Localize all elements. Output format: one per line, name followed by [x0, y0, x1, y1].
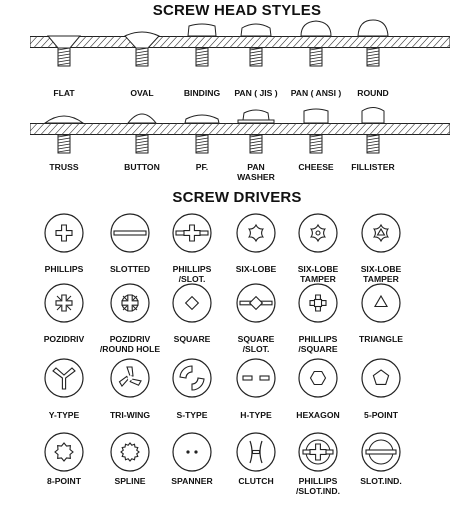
square-icon	[170, 281, 214, 325]
driver-label: POZIDRIV	[43, 334, 85, 344]
phillips-slot-ind-icon	[296, 430, 340, 474]
driver-label: Y-TYPE	[48, 410, 80, 420]
square-slot-icon	[234, 281, 278, 325]
oval-head-icon	[120, 16, 164, 68]
round-head-icon	[351, 16, 395, 68]
driver-label: 5-POINT	[364, 410, 398, 420]
y-type-icon	[42, 356, 86, 400]
head-style-label: PF.	[195, 162, 209, 172]
triangle-icon	[359, 281, 403, 325]
button-head-icon	[120, 103, 164, 155]
driver-label: PHILLIPS /SQUARE	[298, 334, 338, 354]
six-lobe-icon	[234, 211, 278, 255]
head-style-label: OVAL	[130, 88, 154, 98]
driver-label: S-TYPE	[176, 410, 208, 420]
driver-label: PHILLIPS /SLOT.IND.	[296, 476, 340, 496]
driver-label: H-TYPE	[240, 410, 272, 420]
pozidriv-round-hole-icon	[108, 281, 152, 325]
cheese-head-icon	[294, 103, 338, 155]
spline-icon	[108, 430, 152, 474]
driver-label: SIX-LOBE	[235, 264, 277, 274]
pozidriv-icon	[42, 281, 86, 325]
phillips-icon	[42, 211, 86, 255]
driver-label: POZIDRIV /ROUND HOLE	[99, 334, 161, 354]
screw-head-styles-title: SCREW HEAD STYLES	[152, 2, 322, 19]
eight-point-icon	[42, 430, 86, 474]
pan-jis-head-icon	[234, 16, 278, 68]
driver-label: TRI-WING	[109, 410, 151, 420]
triangle-lobe-icon	[359, 211, 403, 255]
spanner-icon	[170, 430, 214, 474]
phillips-square-icon	[296, 281, 340, 325]
clutch-icon	[234, 430, 278, 474]
phillips-slot-icon	[170, 211, 214, 255]
driver-label: PHILLIPS	[44, 264, 84, 274]
driver-label: CLUTCH	[238, 476, 274, 486]
driver-label: HEXAGON	[296, 410, 340, 420]
head-style-label: FILLISTER	[351, 162, 395, 172]
driver-label: SQUARE /SLOT.	[237, 334, 275, 354]
binding-head-icon	[180, 16, 224, 68]
pan-ansi-head-icon	[294, 16, 338, 68]
driver-label: SQUARE	[173, 334, 211, 344]
pan-washer-head-icon	[234, 103, 278, 155]
six-lobe-tamper-icon	[296, 211, 340, 255]
head-style-label: PAN WASHER	[237, 162, 275, 182]
head-style-label: BINDING	[183, 88, 221, 98]
head-style-label: PAN ( ANSI )	[290, 88, 342, 98]
s-type-icon	[170, 356, 214, 400]
h-type-icon	[234, 356, 278, 400]
screw-drivers-title: SCREW DRIVERS	[172, 189, 302, 206]
pf-head-icon	[180, 103, 224, 155]
head-style-label: TRUSS	[49, 162, 79, 172]
driver-label: SIX-LOBE TAMPER	[360, 264, 402, 284]
head-style-label: BUTTON	[124, 162, 160, 172]
truss-head-icon	[42, 103, 86, 155]
slot-ind-icon	[359, 430, 403, 474]
driver-label: SLOTTED	[109, 264, 151, 274]
flat-head-icon	[42, 16, 86, 68]
hexagon-icon	[296, 356, 340, 400]
head-style-label: PAN ( JIS )	[234, 88, 278, 98]
driver-label: PHILLIPS /SLOT.	[172, 264, 212, 284]
head-style-label: ROUND	[357, 88, 389, 98]
head-style-label: FLAT	[53, 88, 75, 98]
driver-label: SIX-LOBE TAMPER	[297, 264, 339, 284]
slotted-icon	[108, 211, 152, 255]
head-style-label: CHEESE	[298, 162, 334, 172]
driver-label: SLOT.IND.	[360, 476, 402, 486]
five-point-icon	[359, 356, 403, 400]
driver-label: SPLINE	[114, 476, 146, 486]
tri-wing-icon	[108, 356, 152, 400]
driver-label: TRIANGLE	[359, 334, 403, 344]
driver-label: SPANNER	[171, 476, 213, 486]
driver-label: 8-POINT	[47, 476, 81, 486]
fillister-head-icon	[351, 103, 395, 155]
